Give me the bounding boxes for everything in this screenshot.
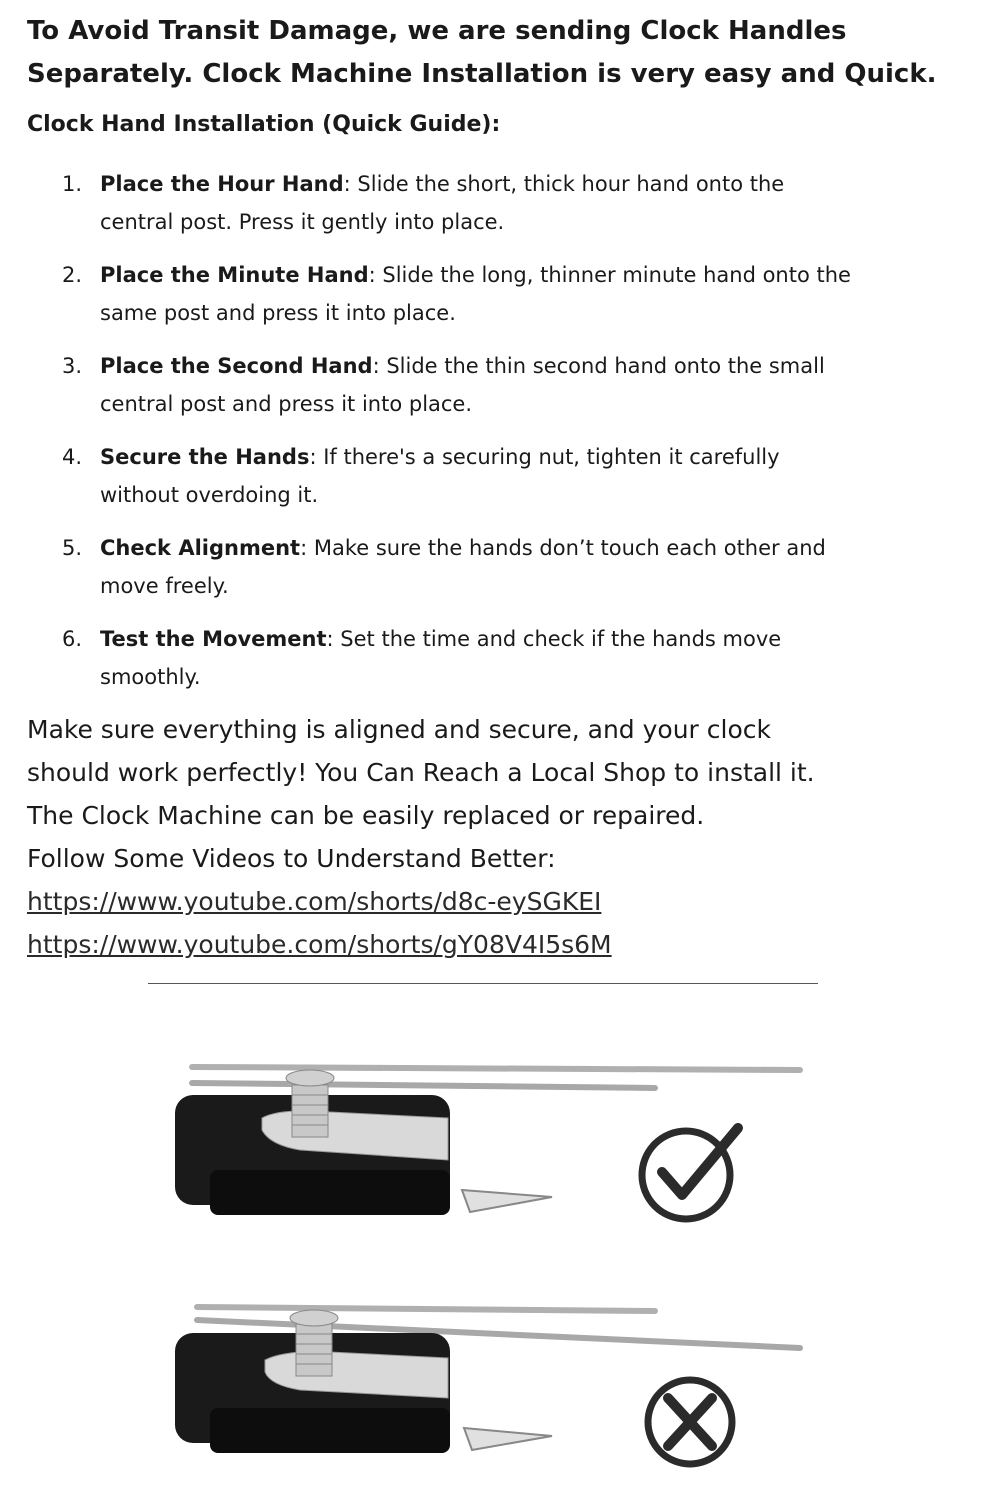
- clock-hands-illustration: [0, 1000, 988, 1500]
- x-circle-icon: [648, 1380, 732, 1464]
- closing-line-4: Follow Some Videos to Understand Better:: [27, 844, 556, 873]
- step-text-continued: smoothly.: [100, 665, 201, 689]
- correct-installation-image: [175, 1067, 800, 1215]
- step-item: [0, 526, 988, 617]
- step-text: : Slide the short, thick hour hand onto the: [343, 172, 785, 196]
- step-text-continued: without overdoing it.: [100, 483, 319, 507]
- closing-paragraph: [27, 708, 967, 966]
- closing-line-3: The Clock Machine can be easily replaced or repaired.: [27, 801, 705, 830]
- step-item: [0, 162, 988, 253]
- step-text-continued: same post and press it into place.: [100, 301, 456, 325]
- step-text: : Make sure the hands don’t touch each other and: [300, 536, 826, 560]
- step-number: 6.: [62, 627, 83, 651]
- step-text: : If there's a securing nut, tighten it carefully: [309, 445, 780, 469]
- divider: [148, 983, 818, 984]
- check-circle-icon: [642, 1128, 738, 1219]
- step-title: Secure the Hands: [100, 445, 310, 469]
- step-text-continued: central post and press it into place.: [100, 392, 473, 416]
- step-item: [0, 253, 988, 344]
- step-number: 2.: [62, 263, 83, 287]
- step-text-continued: central post. Press it gently into place.: [100, 210, 505, 234]
- step-text: : Slide the long, thinner minute hand onto the: [368, 263, 851, 287]
- step-text: : Set the time and check if the hands move: [326, 627, 782, 651]
- steps-list: [0, 162, 988, 708]
- step-number: 4.: [62, 445, 83, 469]
- step-text: : Slide the thin second hand onto the small: [372, 354, 825, 378]
- step-title: Test the Movement: [100, 627, 327, 651]
- step-number: 3.: [62, 354, 83, 378]
- step-number: 5.: [62, 536, 83, 560]
- video-link-1[interactable]: https://www.youtube.com/shorts/d8c-eySGKEI: [27, 887, 602, 916]
- step-text-continued: move freely.: [100, 574, 229, 598]
- step-item: [0, 435, 988, 526]
- closing-line-1: Make sure everything is aligned and secure, and your clock: [27, 715, 771, 744]
- step-title: Check Alignment: [100, 536, 301, 560]
- step-title: Place the Minute Hand: [100, 263, 369, 287]
- headline: [27, 10, 967, 96]
- step-title: Place the Second Hand: [100, 354, 373, 378]
- step-number: 1.: [62, 172, 83, 196]
- video-link-2[interactable]: https://www.youtube.com/shorts/gY08V4I5s6M: [27, 930, 612, 959]
- step-item: [0, 617, 988, 708]
- guide-title: Clock Hand Installation (Quick Guide):: [27, 112, 501, 137]
- step-title: Place the Hour Hand: [100, 172, 344, 196]
- headline-line-1: To Avoid Transit Damage, we are sending Clock Handles: [27, 16, 847, 46]
- step-item: [0, 344, 988, 435]
- headline-line-2: Separately. Clock Machine Installation is very easy and Quick.: [27, 59, 937, 89]
- closing-line-2: should work perfectly! You Can Reach a Local Shop to install it.: [27, 758, 815, 787]
